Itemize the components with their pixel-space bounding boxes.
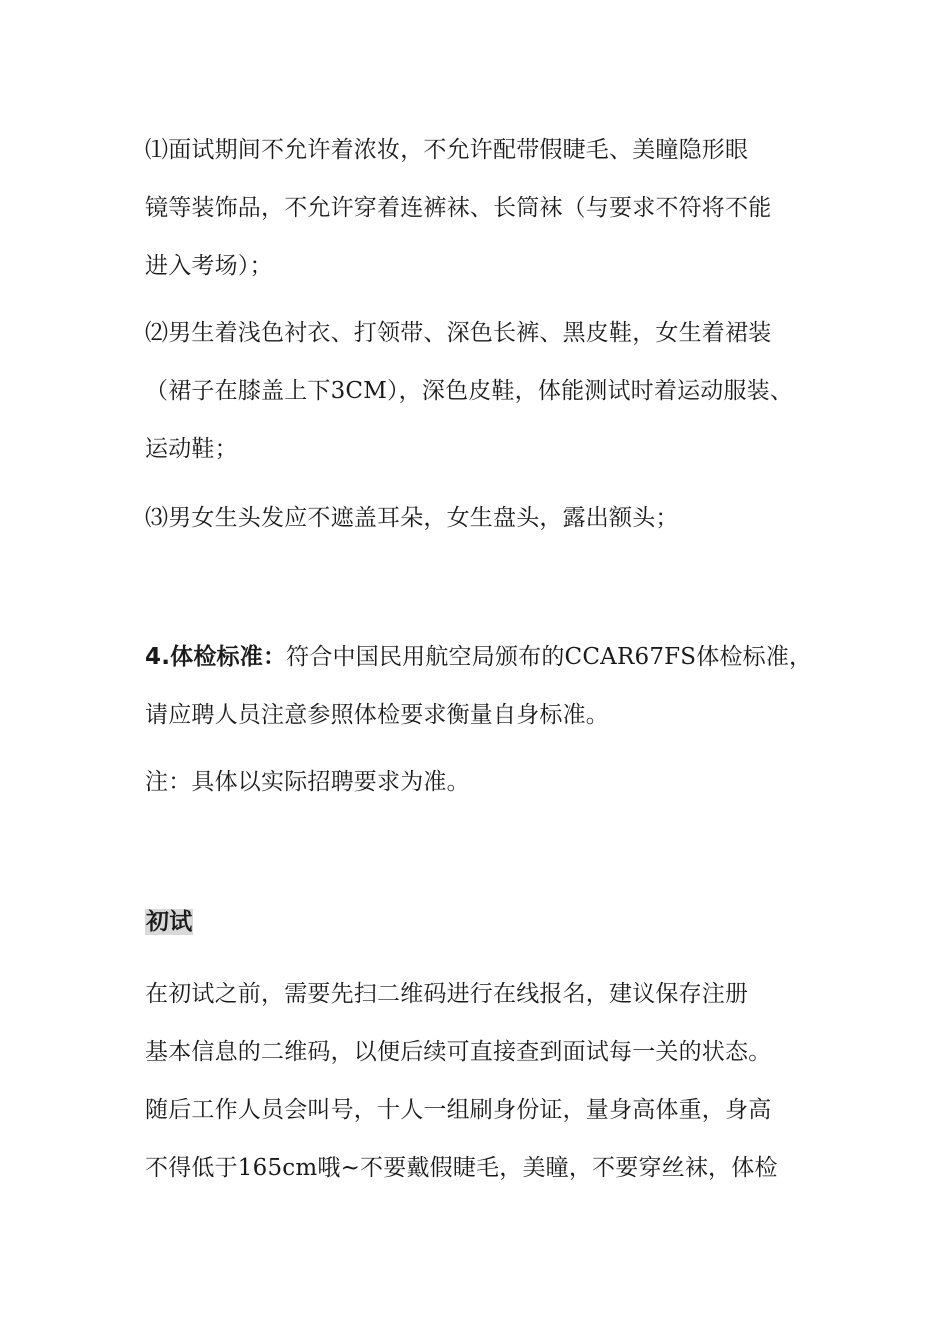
medical-standard-text: 符合中国民用航空局颁布的CCAR67FS体检标准， xyxy=(286,644,813,670)
initial-interview-line-2: 基本信息的二维码，以便后续可直接查到面试每一关的状态。 xyxy=(145,1039,772,1065)
attire-item-1-line-2: 镜等装饰品，不允许穿着连裤袜、长筒袜（与要求不符将不能 xyxy=(145,195,772,221)
attire-item-2-line-3: 运动鞋； xyxy=(145,436,238,462)
initial-interview-heading-row xyxy=(145,907,193,937)
attire-item-3-line-1: ⑶男女生头发应不遮盖耳朵，女生盘头，露出额头； xyxy=(145,505,679,531)
initial-interview-line-4: 不得低于165cm哦~不要戴假睫毛，美瞳，不要穿丝袜，体检 xyxy=(145,1155,778,1181)
initial-interview-line-1: 在初试之前，需要先扫二维码进行在线报名，建议保存注册 xyxy=(145,981,749,1007)
initial-interview-heading: 初试 xyxy=(146,909,193,935)
attire-item-1-line-3: 进入考场）； xyxy=(145,253,273,279)
medical-standard-label: 4.体检标准： xyxy=(145,644,287,670)
attire-item-2-line-2: （裙子在膝盖上下3CM），深色皮鞋，体能测试时着运动服装、 xyxy=(145,378,794,404)
initial-interview-line-3: 随后工作人员会叫号，十人一组刷身份证，量身高体重，身高 xyxy=(145,1097,772,1123)
medical-standard-line-2: 请应聘人员注意参照体检要求衡量自身标准。 xyxy=(145,702,609,728)
attire-item-1-line-1: ⑴面试期间不允许着浓妆，不允许配带假睫毛、美瞳隐形眼 xyxy=(145,137,749,163)
attire-item-2-line-1: ⑵男生着浅色衬衣、打领带、深色长裤、黑皮鞋，女生着裙装 xyxy=(145,320,772,346)
medical-standard-line-1 xyxy=(145,642,812,672)
medical-note: 注：具体以实际招聘要求为准。 xyxy=(145,769,470,795)
